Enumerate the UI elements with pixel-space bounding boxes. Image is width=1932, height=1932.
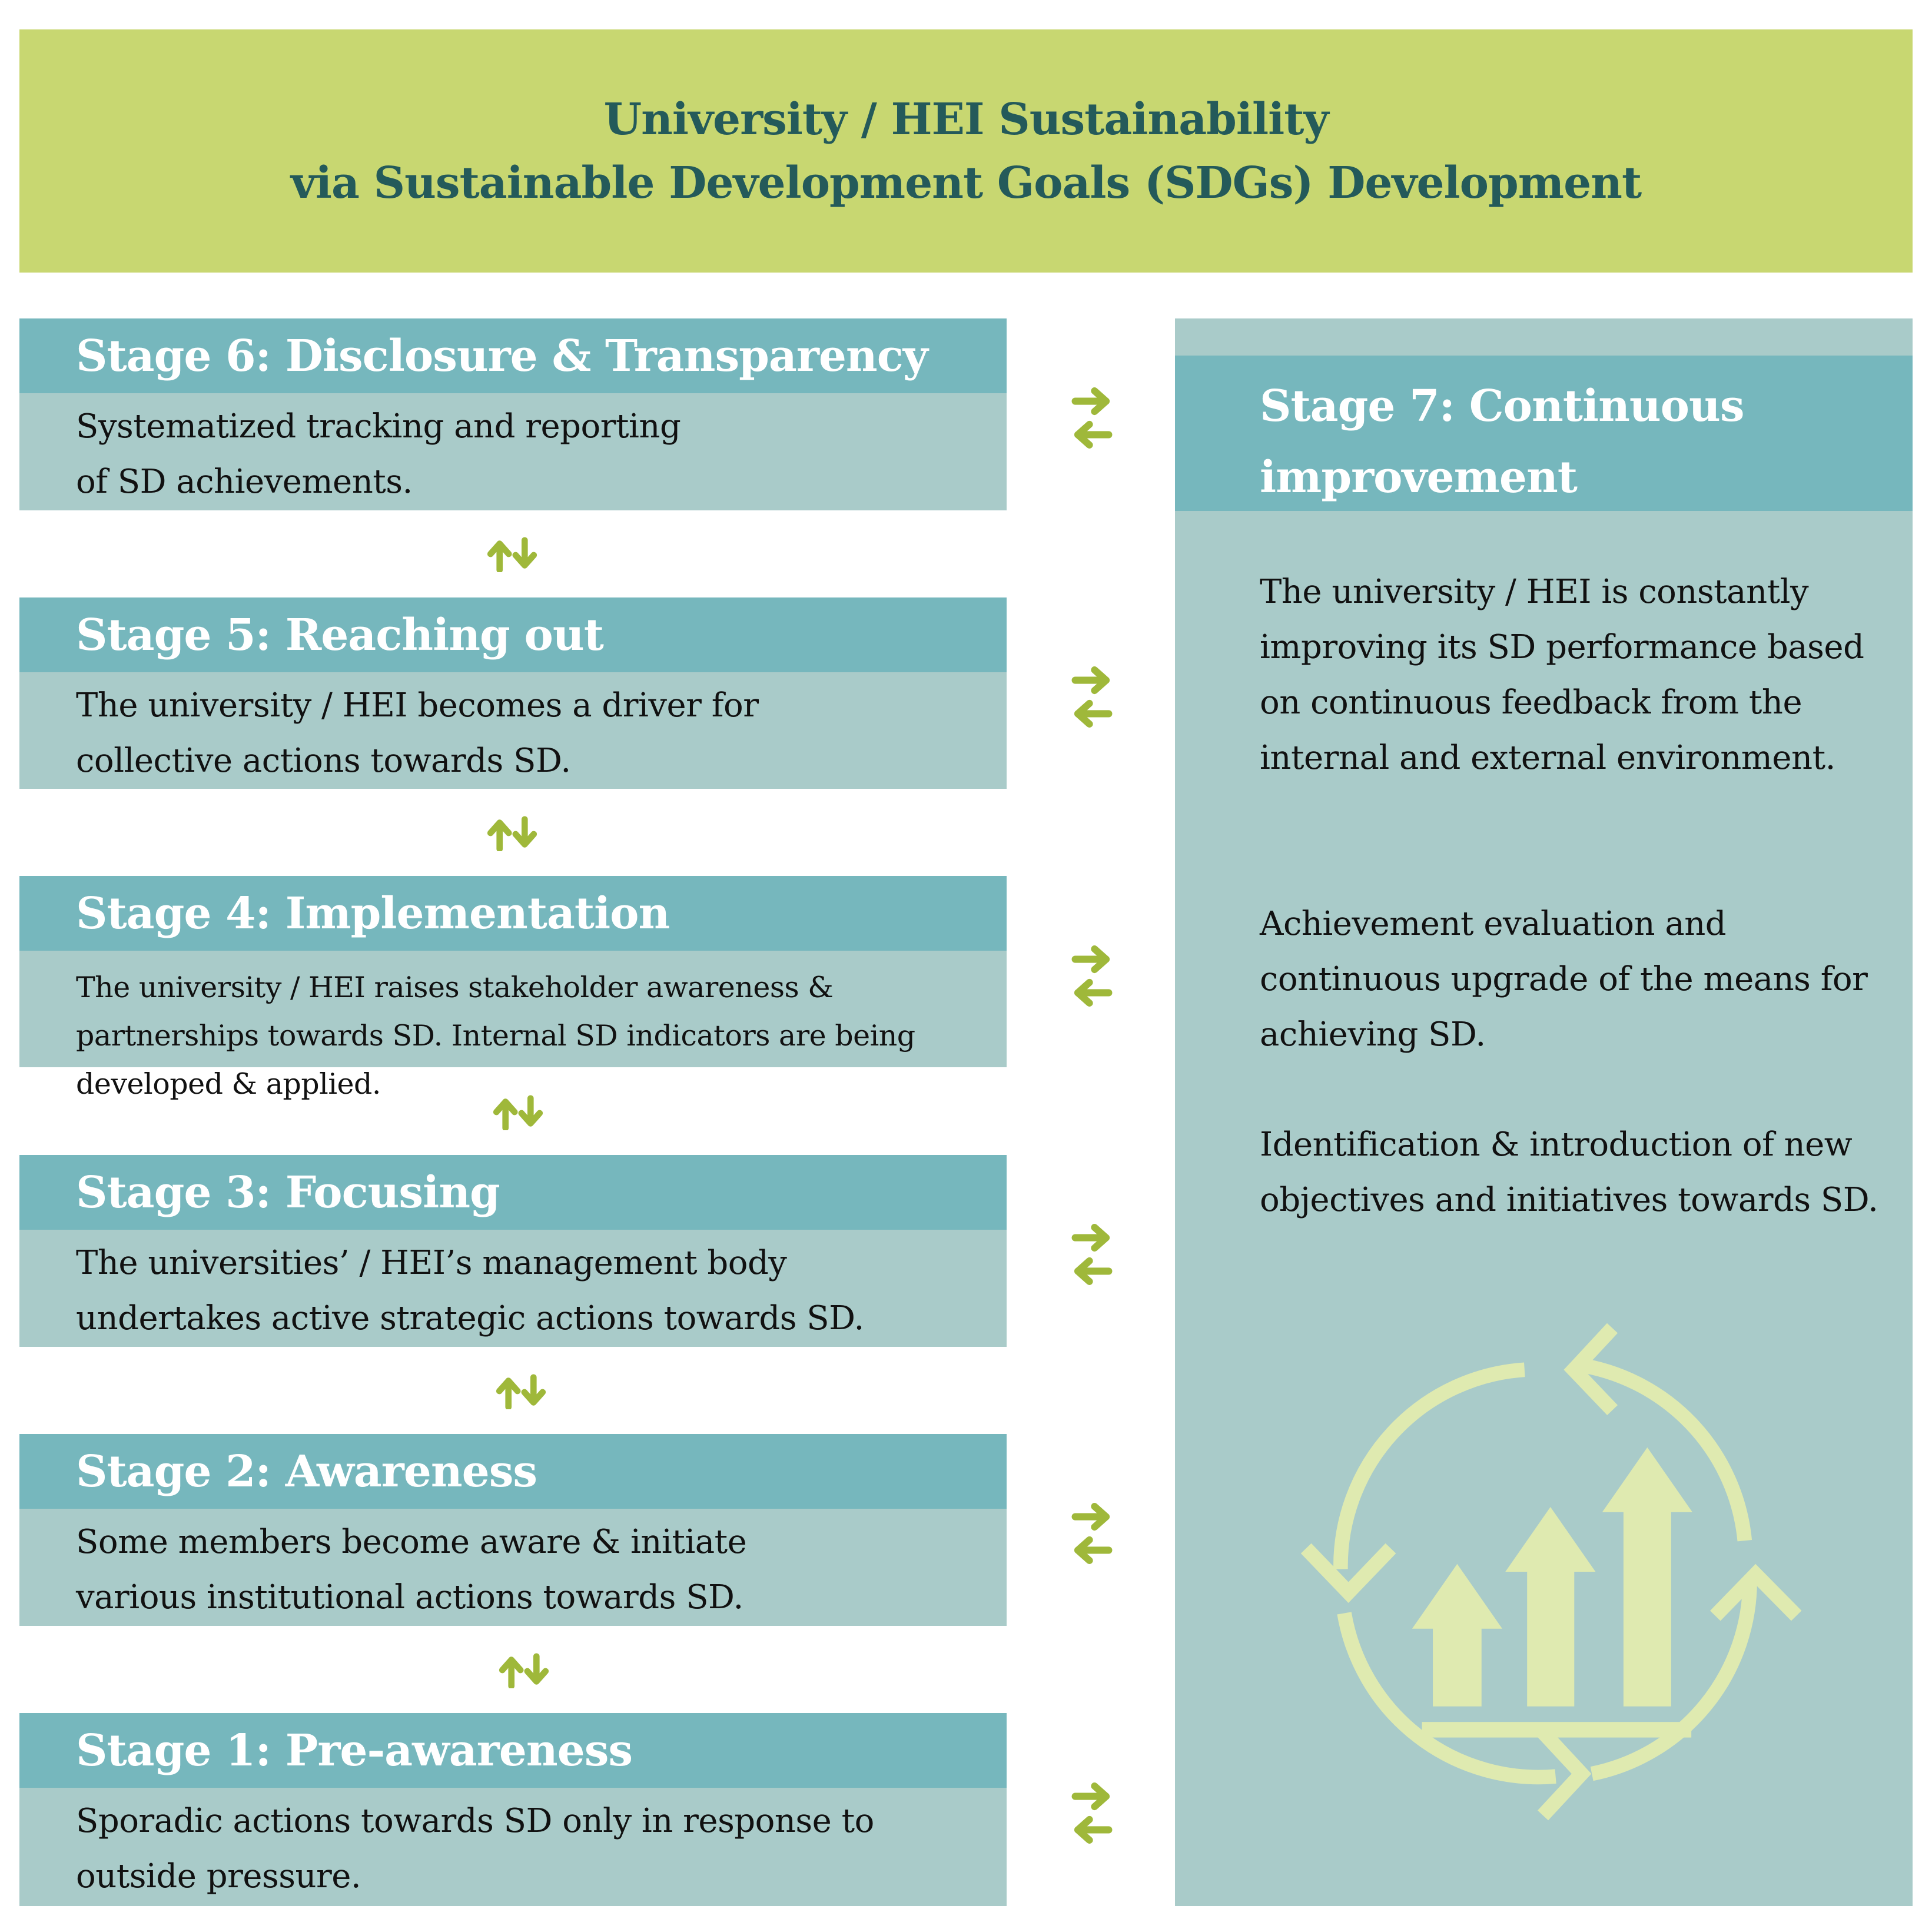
right-left-arrows-icon xyxy=(1071,1501,1113,1566)
continuous-improvement-cycle-icon xyxy=(1286,1313,1804,1831)
right-left-arrows-icon xyxy=(1071,944,1113,1008)
right-left-arrows-icon xyxy=(1071,386,1113,450)
stage-5-title: Stage 5: Reaching out xyxy=(76,609,603,660)
stage-2-description: Some members become aware & initiate various institutional actions towards SD. xyxy=(76,1523,747,1616)
banner-title-line-1: University / HEI Sustainability xyxy=(603,94,1329,145)
title-banner xyxy=(19,29,1913,273)
stage-3-box xyxy=(19,1155,1007,1347)
right-left-arrows-icon xyxy=(1071,1781,1113,1845)
stage-3-header xyxy=(19,1155,1007,1230)
stage-7-paragraph-3: Identification & introduction of new objectives and initiatives towards SD. xyxy=(1260,1126,1878,1219)
stage-6-title: Stage 6: Disclosure & Transparency xyxy=(76,330,928,381)
stage-2-box xyxy=(19,1434,1007,1626)
stage-4-header xyxy=(19,876,1007,951)
stage-7-paragraph-2: Achievement evaluation and continuous upgrade of the means for achieving SD. xyxy=(1260,905,1868,1054)
stage-1-header xyxy=(19,1713,1007,1788)
stage-6-header xyxy=(19,318,1007,393)
right-left-arrows-icon xyxy=(1071,1222,1113,1287)
stage-6-box xyxy=(19,318,1007,510)
stage-7-paragraph-1: The university / HEI is constantly improving its SD performance based on continuous feedback from the internal and external environment. xyxy=(1260,573,1864,777)
stage-4-box xyxy=(19,876,1007,1101)
stage-5-header xyxy=(19,597,1007,672)
stage-3-title: Stage 3: Focusing xyxy=(76,1167,500,1218)
up-down-arrows-icon xyxy=(489,1374,553,1409)
stage-4-title: Stage 4: Implementation xyxy=(76,888,670,939)
stage-7-header xyxy=(1175,356,1913,511)
stage-7-title-line-2: improvement xyxy=(1260,452,1577,503)
up-down-arrows-icon xyxy=(480,816,545,851)
stage-2-header xyxy=(19,1434,1007,1509)
up-down-arrows-icon xyxy=(492,1653,556,1688)
stage-5-description: The university / HEI becomes a driver for collective actions towards SD. xyxy=(76,686,759,780)
stage-4-description: The university / HEI raises stakeholder awareness & partnerships towards SD. Internal SD indicators are being developed & applied. xyxy=(76,971,915,1101)
stage-5-box xyxy=(19,597,1007,789)
stage-1-title: Stage 1: Pre-awareness xyxy=(76,1725,633,1776)
up-down-arrows-icon xyxy=(480,537,545,572)
up-down-arrows-icon xyxy=(486,1095,550,1130)
stage-1-description: Sporadic actions towards SD only in response to outside pressure. xyxy=(76,1802,874,1896)
stage-6-description: Systematized tracking and reporting of SD achievements. xyxy=(76,407,681,501)
banner-title-line-2: via Sustainable Development Goals (SDGs) Development xyxy=(290,157,1642,208)
stage-2-title: Stage 2: Awareness xyxy=(76,1446,537,1497)
stage-3-description: The universities’ / HEI’s management body undertakes active strategic actions towards SD. xyxy=(76,1244,864,1337)
right-left-arrows-icon xyxy=(1071,665,1113,729)
stage-1-box xyxy=(19,1713,1007,1906)
stage-7-title-line-1: Stage 7: Continuous xyxy=(1260,381,1744,431)
